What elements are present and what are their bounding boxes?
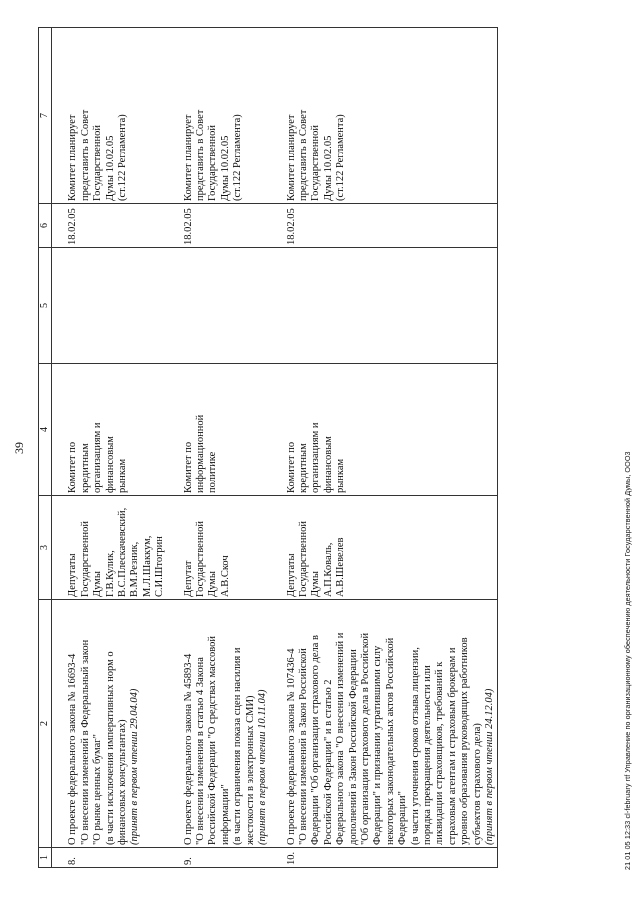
- spacer-cell: [168, 600, 182, 848]
- text-line: рынкам: [117, 458, 129, 493]
- text-line: кредитным: [297, 443, 309, 493]
- text-line: (в части уточнения сроков отзыва лицензии,: [409, 647, 421, 845]
- spacer-cell: [52, 600, 67, 848]
- text-line: Думы: [310, 571, 322, 597]
- note-cell: [285, 28, 498, 204]
- column-header: 7: [39, 28, 52, 204]
- text-line: А.П.Коваль,: [322, 542, 334, 597]
- column-5-cell: [66, 248, 167, 364]
- text-line: Думы 10.02.05: [322, 135, 334, 201]
- spacer-cell: [52, 496, 67, 600]
- text-line: Государственной: [310, 125, 322, 201]
- committee-cell: [66, 364, 167, 496]
- text-line: финансовых консультантах): [117, 719, 129, 845]
- column-header: 3: [39, 496, 52, 600]
- text-line: О проекте федерального закона № 16693-4: [67, 653, 79, 845]
- text-line: Депутаты: [67, 553, 79, 597]
- text-line: Депутаты: [285, 553, 297, 597]
- page-number: 39: [12, 442, 26, 454]
- committee-cell: [182, 364, 271, 496]
- legislation-table: [38, 27, 498, 868]
- text-line: А.В.Скоч: [219, 555, 231, 597]
- date-cell: 18.02.05: [182, 204, 271, 248]
- text-line: "О рынке ценных бумаг": [92, 734, 104, 845]
- text-line: Федерации "Об организации страхового дела в: [310, 635, 322, 845]
- text-line: Думы 10.02.05: [219, 135, 231, 201]
- spacer-cell: [168, 248, 182, 364]
- text-line: В.М.Резник,: [129, 541, 141, 597]
- text-line: ликвидации страховщиков, требований к: [434, 661, 446, 845]
- table-row: [66, 28, 167, 868]
- text-line: Комитет по: [67, 441, 79, 493]
- spacer-cell: [271, 496, 285, 600]
- text-line: Комитет планирует: [67, 114, 79, 201]
- text-line: информации": [219, 784, 231, 845]
- date-cell: 18.02.05: [66, 204, 167, 248]
- header-row: [39, 28, 52, 868]
- rotated-document-page: [10, 18, 630, 878]
- spacer-cell: [168, 28, 182, 204]
- text-line: (принят в первом чтении 29.04.04): [129, 688, 141, 845]
- spacer-cell: [52, 848, 67, 868]
- text-line: дополнений в Закон Российской Федерации: [347, 649, 359, 845]
- column-header: 4: [39, 364, 52, 496]
- text-line: организациям и: [92, 422, 104, 493]
- date-cell: 18.02.05: [285, 204, 498, 248]
- text-line: Думы: [92, 571, 104, 597]
- text-line: (принят в первом чтении 10.11.04): [257, 689, 269, 845]
- spacer-cell: [168, 848, 182, 868]
- text-line: С.И.Штогрин: [154, 536, 166, 597]
- row-number-cell: 10.: [285, 848, 498, 868]
- authors-cell: [66, 496, 167, 600]
- text-line: (ст.122 Регламента): [117, 114, 129, 201]
- text-line: (в части исключения императивных норм о: [104, 651, 116, 845]
- text-line: Думы 10.02.05: [104, 135, 116, 201]
- row-spacer: [168, 28, 182, 868]
- text-line: некоторых законодательных актов Российской: [384, 637, 396, 845]
- row-number-cell: 8.: [66, 848, 167, 868]
- text-line: Государственной: [207, 125, 219, 201]
- text-line: Комитет планирует: [285, 114, 297, 201]
- text-line: "О внесении изменений в Закон Российской: [297, 648, 309, 845]
- text-line: Государственной: [195, 521, 207, 597]
- column-5-cell: [285, 248, 498, 364]
- table-row: [285, 28, 498, 868]
- text-line: Российской Федерации" и в статью 2: [322, 679, 334, 845]
- text-line: финансовым: [104, 436, 116, 493]
- text-line: Государственной: [79, 521, 91, 597]
- text-line: информационной: [195, 414, 207, 493]
- text-line: Федерации" и признании утратившими силу: [372, 645, 384, 845]
- text-line: Федерации": [397, 791, 409, 845]
- text-line: Государственной: [92, 125, 104, 201]
- column-header: 5: [39, 248, 52, 364]
- text-line: уровню образования руководящих работников: [459, 637, 471, 845]
- bill-description-cell: [285, 600, 498, 848]
- text-line: (принят в первом чтении 24.12.04): [484, 688, 495, 845]
- bill-description-cell: [66, 600, 167, 848]
- text-line: представить в Совет: [79, 109, 91, 201]
- text-line: "Об организации страхового дела в Российской: [359, 632, 371, 845]
- text-line: финансовым: [322, 436, 334, 493]
- row-spacer: [52, 28, 67, 868]
- spacer-cell: [271, 28, 285, 204]
- spacer-cell: [271, 204, 285, 248]
- text-line: (ст.122 Регламента): [335, 114, 347, 201]
- text-line: Российской Федерации "О средствах массовой: [207, 635, 219, 845]
- text-line: Депутат: [182, 560, 194, 597]
- text-line: представить в Совет: [195, 109, 207, 201]
- text-line: Г.В.Кулик,: [104, 550, 116, 597]
- text-line: Думы: [207, 571, 219, 597]
- spacer-cell: [52, 364, 67, 496]
- spacer-cell: [52, 204, 67, 248]
- bill-description-cell: [182, 600, 271, 848]
- spacer-cell: [271, 248, 285, 364]
- column-header: 6: [39, 204, 52, 248]
- column-header: 2: [39, 600, 52, 848]
- text-line: Государственной: [297, 521, 309, 597]
- text-line: организациям и: [310, 422, 322, 493]
- text-line: порядка прекращения деятельности или: [421, 665, 433, 845]
- authors-cell: [285, 496, 498, 600]
- spacer-cell: [271, 848, 285, 868]
- committee-cell: [285, 364, 498, 496]
- spacer-cell: [52, 248, 67, 364]
- row-number-cell: 9.: [182, 848, 271, 868]
- text-line: О проекте федерального закона № 45893-4: [182, 653, 194, 845]
- text-line: "О внесении изменения в статью 4 Закона: [195, 657, 207, 845]
- column-5-cell: [182, 248, 271, 364]
- text-line: Федерального закона "О внесении изменений и: [335, 632, 347, 845]
- spacer-cell: [168, 496, 182, 600]
- note-cell: [182, 28, 271, 204]
- text-line: В.С.Плескачевский,: [117, 507, 129, 597]
- text-line: (в части ограничения показа сцен насилия и: [232, 647, 244, 845]
- text-line: представить в Совет: [297, 109, 309, 201]
- text-line: А.В.Шевелев: [335, 537, 347, 597]
- text-line: Комитет по: [285, 441, 297, 493]
- text-line: политике: [207, 451, 219, 493]
- text-line: Комитет планирует: [182, 114, 194, 201]
- spacer-cell: [52, 28, 67, 204]
- text-line: О проекте федерального закона № 107436-4: [285, 648, 297, 845]
- table-row: [182, 28, 271, 868]
- table-body: [52, 28, 498, 868]
- spacer-cell: [168, 204, 182, 248]
- text-line: М.Л.Шаккум,: [141, 535, 153, 597]
- text-line: кредитным: [79, 443, 91, 493]
- footer-note: 21 01 05 12:33 cl-february rtf Управление по организационному обеспечению деятельности Государственной Думы, ООО3: [623, 451, 632, 870]
- text-line: рынкам: [335, 458, 347, 493]
- note-cell: [66, 28, 167, 204]
- row-spacer: [271, 28, 285, 868]
- text-line: субъектов страхового дела): [471, 723, 483, 845]
- column-header: 1: [39, 848, 52, 868]
- text-line: (ст.122 Регламента): [232, 114, 244, 201]
- text-line: жестокости в электронных СМИ): [244, 695, 256, 845]
- text-line: "О внесении изменений в Федеральный закон: [79, 639, 91, 845]
- spacer-cell: [271, 364, 285, 496]
- text-line: страховым агентам и страховым брокерам и: [446, 647, 458, 845]
- spacer-cell: [271, 600, 285, 848]
- text-line: Комитет по: [182, 441, 194, 493]
- spacer-cell: [168, 364, 182, 496]
- authors-cell: [182, 496, 271, 600]
